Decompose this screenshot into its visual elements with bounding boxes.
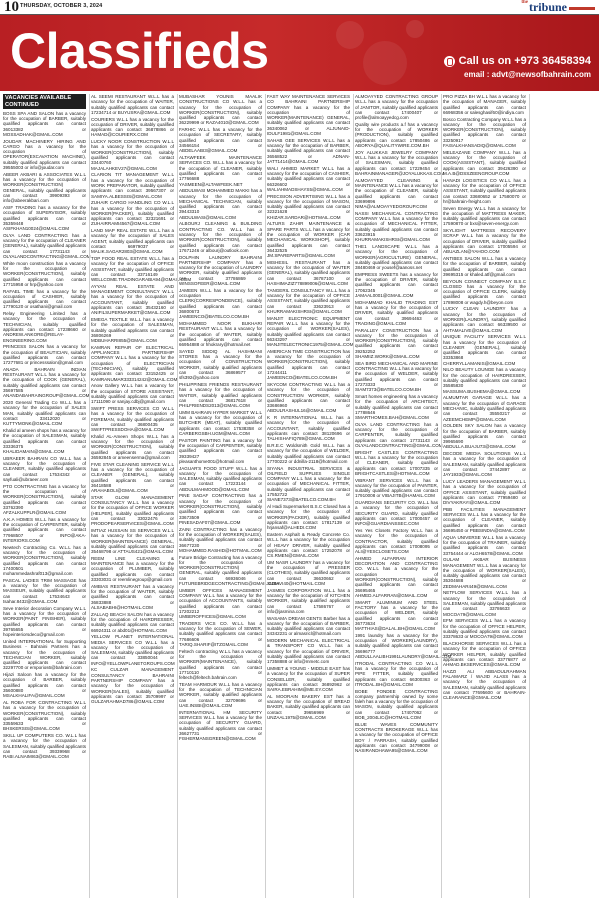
classified-ad: PASTOR PAINTING has a vacancy for the occupation of CARPENTER, suitably qualified applicants can contact 39339427 or pleasanthome001@hotmail.com bbox=[179, 437, 262, 464]
classified-ad: HANADI LOGISTICS CO W.L.L has a vacancy for the occupation of OFFICE ASSISTANT, suitably qualified applicants can contact 33680652 or 17580070 or hr@bahrain-freight.com bbox=[443, 177, 526, 204]
classified-ad: SWIFT PRESS SERVICES CO W.L.L has a vacancy for the occupation of FOREMAN, suitably qualified applicants can contact 36800435 or SWIFTPRESSDOHA@GMAIL.COM bbox=[91, 405, 174, 433]
classified-column bbox=[529, 94, 615, 898]
classified-ad: FAST WAY MAINTENANCE SERVICES CO BAHRAINI PARTNERSHIP COMPANY has a vacancy for the occupation of WORKER(MAINTENANCE) GENERAL, suitably qualified applicants can contact 36340062 or ALJUNAID-IDULF1981@GMAIL.COM bbox=[267, 94, 350, 137]
classified-ad: BRIGHT CASTLES CONTRACTING W.L.L has a vacancy for the occupation of CLEANER, suitably qualified applicants can contact 17007335 or BRIGHTCASTLES@HOTMAIL.COM bbox=[355, 449, 438, 476]
classified-ad: ALMOAYYED CONTRACTING GROUP W.L.L has a vacancy for the occupation of JANITOR, suitably qualified applicants can contact 17400407 or profile@almoayyedcg.com bbox=[355, 94, 438, 121]
classified-ad: PASCAL LADIES TRIM MASSAGE has a vacancy for the occupation of MASSEUR, suitably qualified applicants can contact 17534643 or tsahar.8432@GMAIL.COM bbox=[3, 577, 86, 605]
section-heading: VACANCIES AVAILABLE CONTINUED bbox=[3, 94, 86, 109]
classified-ad: TEAM HARMOUR W.L.L has a vacancy for the occupation of TECHNICIAN WORKER, suitably qualified applicants can contact 32709696 or UAE.INSBI@GMAIL.COM bbox=[179, 681, 262, 709]
contact-block bbox=[444, 55, 591, 79]
classified-ad: AL MOORAIN BAKERY EST has a vacancy for the occupation of BREAD BAKER, suitably qualified applicants can contact 39656969 or UNZAAL1975@GMAIL.COM bbox=[267, 693, 350, 721]
classified-ad: ABDULWASI MOHAMMED MAKKI has a vacancy for the occupation of MECHANICAL TECHNICIAN, suitably qualified applicants can contact 39443310 or ABDULWASI@GMAIL.COM bbox=[179, 188, 262, 220]
classified-ad: PRINCESS SALON has a vacancy for the occupation of BEAUTICIAN, suitably qualified applicants can contact 17277681 or princesssalon@gmail.com bbox=[3, 344, 86, 366]
classified-ad: MODERN MECHANICAL ELECTRICAL & TRANSPORT CO W.L.L has a vacancy for the occupation of DRIVER, suitably qualified applicants can contact 17358888 or info@mmetc.com bbox=[267, 638, 350, 665]
classified-ad: MANJIT ELECTRONIC EQUIPMENT REPAIR W.L.L has a vacancy for the occupation of WORKER(SALES), suitably qualified applicants can contact 66343297 or MANJITELECTRONIC1975@GMAIL.COM bbox=[267, 315, 354, 348]
classified-ad: FIVE STAR CLEANING SERVICE W.L.L has a vacancy for the occupation of CLEANER (GENERAL), suitably qualified applicants can contact 36418588 or ARAHABOLI@GMAIL.COM bbox=[91, 461, 174, 494]
classified-ad: MELEAZANE COMPANY W.L.L has a vacancy for the occupation of COOK(ASSISTANT), suitably qualified applicants can contact 39426390 or M.A.B@DSSZEENGROUP.COM bbox=[443, 149, 526, 176]
classified-ad: BOBE FONDEE CONTRACTING company partnership owned by some faleh has a vacancy for the occupation of MASON, suitably qualified applicants can contact 17407062 or BOB_2004LIC@HOTMAIL.COM bbox=[355, 688, 438, 721]
classified-ad: UNIQUE FACILITY SERVICES W.L.L has a vacancy for the occupation of CLEANER (GENERAL), suitably qualified applicants can contact 33353868 or CHERRYLLAMANIS@GMAIL.COM bbox=[443, 334, 526, 366]
classified-columns bbox=[3, 94, 597, 898]
classified-ad: AMERICAN TIME CONSTRUCTION has a vacancy for the occupation of WORKER(CONSTRUCTION), suitably qualified applicants can contact 17244411 or JAMEENCO@BATELCO.COM.BH bbox=[267, 348, 350, 381]
classified-ad: ZUHAIR CARGO HANDLING CO W.L.L has a vacancy for the occupation of WORKER(PACKER), suitably qualified applicants can contact 32321691 or ZUHAIRRAMI4567@GMAIL.COM bbox=[91, 200, 174, 227]
phone-icon bbox=[444, 56, 455, 67]
classified-ad: SKYLIGHT MATTRESS RECOVERY SCRAP W.L.L has a vacancy for the occupation of DRIVER, suitably qualified applicants can contact 17005594 or ABUAZLAN@YAHOO.COM bbox=[443, 228, 526, 255]
classified-ad: GOLDEN SKY SALON has a vacancy for the occupation of BARBER, suitably qualified applicants can contact 39965690 or ABDULLA.BUAJU73@GMAIL.COM bbox=[443, 423, 526, 450]
classified-ad: ALBOURJ CLEANING & BUILDING CONTRACTING CO. W.L.L has a vacancy for the occupation of WORKER(CONSTRUCTION), suitably qualified applicants can contact 17671246 or albourj@outlook.com bbox=[179, 221, 262, 253]
classified-ad: LAND MAP REAL ESTATE W.L.L has a vacancy for the occupation of SALES AGENT, suitably qualified applicants can contact 66979037 or MALIK.SAGAR2803@GMAIL.COM bbox=[91, 228, 174, 255]
classified-ad: Smart homes engineering has a vacancy for the occupation of ARCHITECT, suitably qualified applicants can contact 17788646 or SMARTHOMES.BAH@GMAIL.COM bbox=[355, 393, 438, 421]
classified-ad: ALTAWFEEK MAINTENANCE SERVICES CO. W.L.L has a vacancy for the occupation of CLEANER, suitably qualified applicants can contact 17766688 or YASMEEN@ALTAWFEEK.NET bbox=[179, 155, 262, 187]
classified-ad: DECODE MEDIA SOLUTIONS W.L.L has a vacancy for the occupation of SALESMAN, suitably qualified applicants can contact 37442897 or JAY1933@GMAIL.COM bbox=[443, 451, 526, 478]
classified-ad: BLACKHORSE SERVICES W.L.L has a vacancy for the occupation of OFFICE WORKER HELPER, suitably qualified applicants can contact 33776877 or AHMAD.BKSERVICES@GMAIL.COM bbox=[443, 640, 526, 668]
classified-ad: NETFLOW SERVICES W.L.L has a vacancy for the occupation of SALESMAN, suitably qualified applicants can contact 33786633 or MOCOA79@GMAIL.COM bbox=[443, 590, 526, 617]
classified-ad: MUBASHAR YOUNIS MAALIK CONSTRUCTIONS CO W.L.L has a vacancy for the occupation of WORKER(CONSTRUCTION), suitably qualified applicants can contact 36229999 or RAZA4010@GMAIL.COM bbox=[179, 94, 262, 126]
classified-ad: A.K.A HOMES W.L.L has a vacancy for the occupation of CARPENTER, suitably qualified applicants can contact 77968507 or INFO@AKA-INTERIORS.COM bbox=[3, 516, 86, 544]
classified-ad: ZAINI CONTRACTING has a vacancy for the occupation of WORKER(SALES), suitably qualified applicants can contact 36677230 or MOHAMMED.RASHID@HOTMAIL.COM bbox=[179, 526, 262, 553]
classified-ad: PBB FACILITIES MANAGEMENT SERVICES W.L.L has a vacancy for the occupation of CLEANER, suitably qualified applicants can contact 36695450 or PBBSINDIA@GMAIL.COM bbox=[443, 506, 526, 534]
classified-ad: ALTURS ZAHIR MAINTENANCE & SPARE PARTS W.L.L has a vacancy for the occupation of WORKER (CAR MECHANICAL WORKSHOP), suitably qualified applicants can contact 36432525 or JM.SPAREPARTS@GMAIL.COM bbox=[267, 221, 350, 259]
classified-ad: K R INTERNATIONAL W.L.L has a vacancy for the occupation of ACCOUNTANT, suitably qualified applicants can contact 38120696 or TALHISHAFIQ789@GMAIL.COM bbox=[267, 415, 350, 442]
classified-ad: TANGERIL CONSULTANCY W.L.L has a vacancy for the occupation of OFFICE ASSISTANT, suitably qualified applicants can contact 33623913 or KHURRAMAKISHRSI@GMAIL.COM bbox=[267, 287, 350, 314]
classified-ad: THE1 LANDSCAPE W.L.L has a vacancy for the occupation of WORKER(AGRICULTURE) GENERAL, suitably qualified applicants can contact 38480469 or yousef@aanoss.net bbox=[355, 243, 438, 271]
classified-ad: REEM LINE CLEANING & MAINTENANCE has a vacancy for the occupation of PLUMBER, suitably qualified applicants can contact 33303031 or reemlinegroup@gmail.com bbox=[91, 555, 174, 583]
classified-ad: AL ROBA FOR CONTRACTING W.L.L has a vacancy for the occupation of WORKER(CONSTRUCTION), suitably qualified applicants can contact 33559633 or BHSKERSIS@GMAIL.COM bbox=[3, 699, 86, 732]
classified-ad: ITRODAL CONTRACTING CO W.L.L has a vacancy for the occupation of PIPE FITTER, suitably qualified applicants can contact 66300363 or ITRODAL.BH@GMAIL.COM bbox=[355, 660, 438, 687]
classified-ad: SEA BIRD MECHANICAL AND MARINE CONTRACTING W.L.L has a vacancy for the occupation of WELDER, suitably qualified applicants can contact 17273333 or SIAM7373@BATELCO.COM.BH bbox=[355, 360, 438, 393]
classified-ad: LUCKY CLEAN LAUNDRY has a vacancy for the occupation of WORKER(LAUNDRY), suitably qualified applicants can contact 66339500 or AHTAMALIVE@GMAIL.COM bbox=[443, 306, 526, 333]
classified-ad: JAMEEN W.L.L has a vacancy for the occupation of CLERK(CORRESPONDENCE), suitably qualified applicants can contact 36800673 or JAMEENCO@BATELCO.COM.BH bbox=[179, 287, 262, 320]
classified-ad: Khalid al ameen shops has a vacancy for the occupation of SALESMAN, suitably qualified applicants can contact 33336375 or KHALIDAMAIN@GMAIL.COM bbox=[3, 427, 86, 455]
classified-ad: EMEGA TEXTILE W.L.L has a vacancy for the occupation of SALESMAN, suitably qualified applicants can contact 36806269 or MDBUHARRI855@GMAIL.COM bbox=[91, 317, 174, 344]
classified-ad: GULAM AKBAR BUSINESS MANAGEMENT W.L.L has a vacancy for the occupation of WORKER(SALES), suitably qualified applicants can contact 35304688 or ZEDMAHAR449@GMAIL.COM bbox=[443, 557, 526, 589]
classified-ad: Hijazi Saloon has a vacancy for the occupation of BARBER, suitably qualified applicants can contact 35600880 or MSALKHALIFA@GMAIL.COM bbox=[3, 672, 86, 699]
classified-column bbox=[441, 94, 527, 898]
page-folio bbox=[0, 0, 599, 15]
classified-ad: CLARION TIT MANAGEMENT W.L.L has a vacancy for the occupation of WORK PREPARATOR, suitably qualified applicants can contact 39567307 or SAMIYA.ALBESSIS@GMAIL.COM bbox=[91, 172, 174, 199]
classified-ad: 2020 General Trading Co W.L.L has a vacancy for the occupation of SALES MAN, suitably qualified applicants can contact 33412020 or KUTTYMONK@GMAIL.COM bbox=[3, 400, 86, 427]
classified-ad: SIYANA INDUSTRIAL SERVICES & OILFIELD SUPPLIES SINGLE COMPANY W.L.L has a vacancy for the occupation of MECHANICAL FITTER, suitably qualified applicants can contact 17552722 or SIANE7373@BATELCO.COM.BH bbox=[267, 465, 350, 503]
classified-ad: Eastern Asphalt & Ready Concrete Co. W.L.L has a vacancy for the occupation of HEAVY DRIVER, suitably qualified applicants can contact 17252078 or CS.RMEN@GMAIL.COM bbox=[267, 531, 350, 559]
classified-ad: BOSS SPA AND SALON has a vacancy for the occupation of BARBER, suitably qualified applicants can contact 36013382 or MOSSADHAK@GMAIL.COM bbox=[3, 110, 86, 137]
classified-ad: MOHAMMAD KHALID TRADING EST has a vacancy for the occupation of DRIVER, suitably qualified applicants can contact 39694463 or TRADING@GMAIL.COM bbox=[355, 299, 438, 326]
classified-ad: YELLOW PLANET INTERNATIONAL MEDIA SERVICES CO W.L.L has a vacancy for the occupation of SALESMAN, suitably qualified applicants can contact 33850044 or INFO@YELLOWPLANETGROUPS.COM bbox=[91, 634, 175, 666]
classified-ad: EFM SERVICES W.L.L has a vacancy for the occupation of OFFICE HELPER, suitably qualified applicants can contact 33378633 or MOCOA79@GMAIL.COM bbox=[443, 618, 526, 640]
contact-email: email : advt@newsofbahrain.com bbox=[464, 70, 591, 79]
classified-ad: PTO CONTRACTING has a vacancy for the occupation of WORKER(CONSTRUCTION), suitably qualified applicants can contact 33762390 or AFZALKUPPLR@GMAIL.COM bbox=[3, 483, 86, 516]
classified-ad: AL SEEMI RESTAURANT W.L.L has a vacancy for the occupation of WAITER, suitably qualified applicants can contact 17234714 or BUYUSRA@GMAIL.COM bbox=[91, 94, 174, 115]
classified-ad: ALMUMTAR GARAGE W.L.L has a vacancy for the occupation of GARAGE MECHANIC, suitably qualified applicants can contact 35550217 or AZEEMCHEMP@GMAIL.COM bbox=[443, 395, 526, 422]
classified-ad: Seven Energy W.L.L has a vacancy for the occupation of MATTRESS MAKER, suitably qualified applicants can contact 17590870 or bxs@seven-energy.com bbox=[443, 205, 526, 227]
issue-date: THURSDAY, OCTOBER 3, 2024 bbox=[20, 3, 103, 9]
classified-ad: ASIF TRADING has a vacancy for the occupation of SUPERVISOR, suitably qualified applicants can contact 35359448 or ASIFKHAN10024@GMAIL.COM bbox=[3, 204, 86, 232]
classified-ad: UMBER OFFICES MANAGEMENT COMPANY W.L.L has a vacancy for the occupation of ACCOUNTANTS, suitably qualified applicants can contact 17202212 or UMBEROFFICES@GMAIL.COM bbox=[179, 587, 262, 620]
decorative-bubbles bbox=[330, 15, 430, 91]
classified-ad: UBRAEER BAHRAIN CO W.L.L has a vacancy for the occupation of CLEANER, suitably qualified applicants can contact 17534342 or sayfuali@ubraeer.com bbox=[3, 455, 86, 482]
classified-ad: OLYA LAND CONTRACTING has a vacancy for the occupation of CLEANER (GENERAL), suitably qualified applicants can contact 17731143 or OLYALANDCONTRACTING@GMAIL.COM bbox=[3, 232, 91, 259]
masthead-rule bbox=[569, 7, 595, 10]
classified-ad: TOP FOOD REAL ESTATE W.L.L has a vacancy for the occupation of OFFICE ASSISTANT, suitably qualified applicants can contact 33716149 or WELLCOME.TRADINGARABIA94@GMAIL.COM bbox=[91, 255, 192, 283]
classified-ad: ZALLAQ BEACH SALON has a vacancy for the occupation of HAIRDRESSER, suitably qualified applicants can contact 66924311 or abd01@HOTMAIL.COM bbox=[91, 611, 174, 633]
classified-ad: RAFAEL TIME has a vacancy for the occupation of CASHIER, suitably qualified applicants can contact 17790120 or osathani@gmail.com bbox=[3, 288, 86, 310]
classified-ad: Feltech contracting W.L.L has a vacancy for the occupation of WORKER(MAINTENANCE), suitably qualified applicants can contact 17710110 or feltech@feltech.bahrain.com bbox=[179, 648, 262, 681]
masthead-logo bbox=[521, 0, 595, 15]
classified-ad: ANADA BAHRAIN INDIAN RESTAURANT W.L.L has a vacancy for the occupation of COOK (GENERAL), suitably qualified applicants can contact 35697585 or ANANDABAHRAINGROUP@GMAIL.COM bbox=[3, 366, 90, 399]
classified-ad: Al Hadi Supermarket B.S.C Closed has a vacancy for the occupation of WORKER(PACKER), suitably qualified applicants can contact 17817139 or hrjansaf@ALHEDI.COM bbox=[267, 504, 350, 531]
classified-ad: EMPRESS SWEETS has a vacancy for the occupation of DRIVER, suitably qualified applicants can contact 17062345 or JAMAAL0001@GMAIL.COM bbox=[355, 271, 438, 299]
classified-ad: FARHIC W.L.L has a vacancy for the occupation of SECRETARY, suitably qualified applicants can contact 34566154 or ABDELAABI3@GMAIL.COM bbox=[179, 127, 262, 154]
classified-ad: GUARDIANS SECURITY CO. W.L.L has a vacancy for the occupation of SECURITY GUARD, suitably qualified applicants can contact 17000457 or INFO@GUARDIANSSEC.COM bbox=[355, 500, 438, 527]
classified-column bbox=[89, 94, 192, 898]
classified-column bbox=[177, 94, 279, 898]
classified-column bbox=[353, 94, 452, 898]
classified-ad: Newtech Contracting Co. W.L.L has a vacancy for the occupation of WORKER(CONSTRUCTION), suitably qualified applicants can contact 17400501 or mohammedashraf013@gmail.com bbox=[3, 544, 86, 577]
classified-ad: NASSI MECHANICAL CONTRACTING COMPANY W.L.L has a vacancy for the occupation of MECHANICAL FITTER, suitably qualified applicants can contact 33623915 or KHURRAMAKISHRSI@GMAIL.COM bbox=[355, 210, 438, 243]
classified-ad: SMART ALUMINIUM AND STEEL FACTORY has a vacancy for the occupation of WELDER, suitably qualified applicants can contact 36773634 or MATTHIAS@DALAL.BH@GMAIL.COM bbox=[355, 599, 438, 632]
classified-ad: SAHAB GEE SERVICES W.L.L has a vacancy for the occupation of BARBER, suitably qualified applicants can contact 36568522 or ADNAN-JATT1414@GMAIL.COM bbox=[267, 137, 350, 164]
classified-ad: White moon construction has a vacancy for the occupation of WORKER(CONSTRUCTION), suitably qualified applicants can contact 17715958 or hrp@yahoo.com bbox=[3, 260, 86, 287]
classified-ad: Relay Engineering Limited has a vacancy for the occupation of TECHNICIAN, suitably qualified applicants can contact 17238660 or ANDREW.ANKORE@RELAY-ENGINEERING.COM bbox=[3, 311, 86, 343]
classified-ad: AQUA UNIVERSE W.L.L has a vacancy for the occupation of TRAINER, suitably qualified applicants can contact 33754444 or ALGH6578@GMAIL.COM bbox=[443, 534, 526, 556]
classified-ad: ALMOAYYED CLEANING & MAINTENANCE W.L.L has a vacancy for the occupation of CLEANER, suitably qualified applicants can contact 33699896 or NIMA@ALMOAYYEDGROUP.COM bbox=[355, 177, 438, 210]
classified-ad: Yes Yes Closets Factory W.L.L has a vacancy for the occupation of CONTRACTOR, suitably qualified applicants can contact 17008095 or ALI@YESCLOSETS.COM bbox=[355, 528, 438, 555]
classified-ad: AMBIAS RESTAURANT has a vacancy for the occupation of WAITER, suitably qualified applicants can contact 36833888 or ALSABABHI@HOTMAIL.COM bbox=[91, 583, 174, 610]
classified-ad: ABEER AKBARI & ASSOCIATES W.L.L has a vacancy for the occupation of WORKER(CONSTRUCTION) GENERAL, suitably qualified applicants can contact 39909393 or info@abeerakbari.com bbox=[3, 171, 86, 204]
classified-ad: LUCKY NOOR CONSTRUCTION W.L.L has a vacancy for the occupation of WORKER(CONSTRUCTION), suitably qualified applicants can contact 33440760 or MAJALAHKEV27@GMAIL.COM bbox=[91, 139, 174, 171]
classified-ad: B.R.E.C Woldsmith Gold W.L.L has a vacancy for the occupation of WELDER, suitably qualified applicants can contact 17700222 or ddnilla-2118@hotmail.com bbox=[267, 443, 350, 464]
classified-ad: PRECISION ADVERTISING W.L.L has a vacancy for the occupation of MASON, suitably qualified applicants can contact 32321628 or KHIZAR.SARDAR@HOTMAIL.COM bbox=[267, 193, 350, 220]
classified-ad: AHMED ALFARRAN INTERIOR DECORATION AND CONTRACTING CO. W.L.L has a vacancy for the occupation of WORKER(CONSTRUCTION), suitably qualified applicants can contact 36695465 or AHMED.ALFARRAN@GMAIL.COM bbox=[355, 555, 438, 598]
classified-ad: VIBRANT SERVICES W.L.L has a vacancy for the occupation of PAINTER, suitably qualified applicants can contact 17910008 or VIBAJITB@HAMAIL.COM bbox=[355, 477, 438, 499]
classified-ad: LUCY LEADERS MANAGEMENT W.L.L has a vacancy for the occupation of OFFICE ASSISTANT, suitably qualified applicants can contact 77959480 or DIVYAKRAYI@GMAIL.COM bbox=[443, 478, 526, 506]
classified-ad: DOLPHIN LAUNDRY BAHRAINI PARTNERSHIP COMPANY has a vacancy for the occupation of LAUNDRY WORKER, suitably qualified applicants can contact 37786869 or WINSSOFEER@GMAIL.COM bbox=[179, 254, 262, 287]
classified-column bbox=[3, 94, 91, 898]
classified-ad: HAZZI ALI ABBADULRAHMAN FALAMARZ / WAJID ALASS has a vacancy for the occupation of SALESMAN, suitably qualified applicants can contact 77695600 or BAHRAIN-CLEARANCE@GMAIL.COM bbox=[443, 668, 526, 701]
classified-ad: JOUDAR MACHINERY HIRING AND CARGO has a vacancy for the occupation of OPERATOR(EXCAVATION MACHINE), suitably qualified applicants can contact 39555003 or info@joudar.com bbox=[3, 138, 86, 171]
classified-ad: Bosco Contracting Company W.L.L has a vacancy for the occupation of WORKER(CONSTRUCTION), suitably qualified applicants can contact 33250917 or FAISALKHANSADIQ@GMAIL.COM bbox=[443, 116, 526, 149]
classified-ad: IMTIAZ HUSSAIN SS SERVICES W.L.L has a vacancy for the occupation of WORKER(MAINTENANCE) GENERAL, suitably qualified applicants can contact 35468798 or ATTAUS421@GMAIL.COM bbox=[91, 528, 174, 555]
classified-ad: PHILIPPINES FRIENDS RESTAURANT has a vacancy for the occupation of WAITER, suitably qualified applicants can contact 36817618 or PHILFRIENDS2013@GMAIL.COM bbox=[179, 381, 262, 409]
classified-ad: WALI AHMED MARKET W.L.L has a vacancy for the occupation of CASHIER, suitably qualified applicants can contact 66326602 or WALIAHMADSHAYS5@GMAIL.COM bbox=[267, 165, 350, 192]
classified-ad: MOHAMMED NOOR BUKHARI RESTAURANT W.L.L has a vacancy for the occupation of WAITER, suitably qualified applicants can contact 66954888 or hhokrary@hotmail.net bbox=[179, 320, 262, 348]
classified-ad: OLYA LAND CONTRACTING has a vacancy for the occupation of CARPENTER, suitably qualified applicants can contact 17731143 or OLYALANDCONTRACTING@GMAIL.COM bbox=[355, 421, 443, 448]
classified-ad: PINE SADAF CONTRACTING has a vacancy for the occupation of WORKER(CONSTRUCTION), suitably qualified applicants can contact 33673509 or PINESADAF07@GMAIL.COM bbox=[179, 493, 262, 525]
classified-ad: JOY ALUKKAS JEWELRY COMPANY W.L.L has a vacancy for the occupation of SALESMAN, suitably qualified applicants can contact 17229454 or BAHRAINMANAGER@JOYALUKKAS.COM bbox=[355, 149, 445, 176]
classified-ad: ANTIBES SALON W.L.L has a vacancy for the occupation of BARBER, suitably qualified applicants can contact 39695315 or khaled.atf@gmail.com bbox=[443, 255, 526, 277]
masthead-name: tribune bbox=[528, 0, 567, 14]
classified-ad: PRO PIZZA BH W.L.L has a vacancy for the occupation of MANAGER, suitably qualified applicants can contact 66968356 or salesghasif60@indiya.com bbox=[443, 94, 526, 115]
classified-ad: STAR GLOW MANAGEMENT CONSULTANCY W.L.L has a vacancy for the occupation of OFFICE WORKER (HELPER), suitably qualified applicants can contact 33022476 or PRODOPEARSERVICES@GMAIL.COM bbox=[91, 494, 174, 527]
classified-ad: SKYCOM CONTRACTING W.L.L has a vacancy for the occupation of CONSTRUCTION WORKER, suitably qualified applicants can contact 33686960 or ABDULRASHUL16@GMAIL.COM bbox=[267, 381, 350, 414]
contact-phone bbox=[444, 55, 591, 67]
classified-ad: United INTERNATIONAL for Supporting Business - Bahraini Partners has a vacancy for the occupation of TECHNICIAN WORKER, suitably qualified applicants can contact 32297700 or emporios6@bahraini.com bbox=[3, 638, 86, 671]
classified-ad: AYYAN REAL ESTATE AND MANAGEMENT CONSULTANCY W.L.L has a vacancy for the occupation of ACCOUNTANT, suitably qualified applicants can contact 35432160 or ANIFILSUPERMARKET@GMAIL.COM bbox=[91, 283, 174, 316]
classified-ad: UM NASR LAUNDRY has a vacancy for the occupation of PRESSER (CLOTHES), suitably qualified applicants can contact 36630662 or SUBAVI40@HOTMAIL.COM bbox=[267, 559, 350, 586]
classified-ad: KAMRAN REPAIR OF ELECTRICAL APPLIANCES PARTNERSHIP COMPANY W.L.L has a vacancy for the occupation of ELECTRICIAN (TECHNICIAN), suitably qualified applicants can contact 33152425 or KAMRANUMAR333314242@GMAIL.COM bbox=[91, 344, 178, 382]
classified-ad: BEYOUN CONNECT COMPANY B.S.C CLOSED has a vacancy for the occupation of OFFICE CLERK, suitably qualified applicants can contact 17898008 or wagdy.h@beyon.com bbox=[443, 278, 526, 305]
classified-ad: Future Bridge Contracting has a vacancy for the occupation of WORKER(CONSTRUCTION) GENERAL, suitably qualified applicants can contact 66936046 or FUTUREBRIDGECONTRACTING@GMAIL.COM bbox=[179, 554, 279, 586]
classified-ad: SKILL UP COMPUTERS CO. W.L.L has a vacancy for the occupation of SALESMAN, suitably qualified applicants can contact 39339968 or RABI.ALNAIMI63@GMAIL.COM bbox=[3, 733, 86, 760]
classified-ad: COURIERS W.L.L has a vacancy for the occupation of DRIVER, suitably qualified applicants can contact 36878866 or HAMAD@COURIERX.COM bbox=[91, 116, 174, 138]
page-number: 10 bbox=[4, 0, 19, 15]
masthead-prefix: the bbox=[521, 0, 528, 5]
classified-ad: Quality wire products a.f has a vacancy for the occupation of WORKER (PRODUCTION), suitably qualified applicants can contact 17850486 or ABORYA@QUALITYWIRE.COM.BH bbox=[355, 121, 438, 149]
classified-ad: Khalid AL-Ameen Shops W.L.L has a vacancy for the occupation of WORKER(CONSTRUCTION), suitably qualified applicants can contact 36592845 or ameenserma@gmail.com bbox=[91, 433, 174, 460]
classified-ad: MISHESIL RESTAURANT has a vacancy for the occupation of WAITER (GENERAL), suitably qualified applicants can contact 36787100 or HASHIMAZIZ778899006@GMAIL.COM bbox=[267, 259, 350, 287]
classified-ad: Anow Gallery W.L.L has a vacancy for the occupation of STORE ASSISTANT, suitably qualified applicants can contact 17111090 or sanjay.cdbj@gmail.com bbox=[91, 383, 174, 405]
classifieds-banner bbox=[0, 15, 599, 91]
section-title: Classifieds bbox=[10, 23, 269, 79]
classified-column bbox=[265, 94, 354, 898]
phone-text: Call us on +973 36458394 bbox=[458, 55, 591, 67]
classified-ad: Seve Interior decoration Company W.L.L has a vacancy for the occupation of WORKER(PAINT FINISHER), suitably qualified applicants can contact 39765655 or hopeinteriorsdeco@gmail.com bbox=[3, 605, 86, 638]
classified-ad: JASMES CORPORATION W.L.L has a vacancy for the occupation of KITCHEN WORKER, suitably qualified applicants can contact 17586767 or info@jasmina.com bbox=[267, 587, 350, 614]
classified-ad: INTERNATIONAL HM SECURITY SERVICES W.L.L has a vacancy for the occupation of SECURITY GUARD, suitably qualified applicants can contact 36627731 or FISHERMANSGREEN@GMAIL.COM bbox=[179, 709, 262, 742]
classified-ad: WASAMA DREAM GENTS Barber has a vacancy for the occupation of BARBER, suitably qualified applicants can contact 34342231 or almasricl@hotmail.com bbox=[267, 615, 350, 637]
classified-ad: SAYED SIDDIQ AL HASHMANI STORES has a vacancy for the occupation of CONSTRUCTION WORKER, suitably qualified applicants can contact 36869577 or sfs392@yahoo.com bbox=[179, 348, 262, 381]
classified-ad: UMMET & YOUNG - MIDDLE EAST has a vacancy for the occupation of SUPER CONSELLER, suitably qualified applicants can contact 36892962 or SAIRA.EBRAHIM@ME.EY.COM bbox=[267, 666, 350, 693]
classified-ad: JAGUAR'S FOOD STUFF W.L.L has a vacancy for the occupation of SALESMAN, suitably qualified applicants can contact 17223144 or ABDULMAHMOOD@GMAIL.COM bbox=[179, 465, 262, 492]
classified-ad: TRADERS VICS CO. W.L.L has a vacancy for the occupation of SEWER, suitably qualified applicants can contact 77686606 or TARIQ.SHARIF@ITZGMAIL.COM bbox=[179, 620, 262, 648]
classified-ad: 1991 laundry has a vacancy for the occupation of WORKER(LAUNDRY), suitably qualified applicants can contact 36696777 or ABDULLAALIBH1991LAUNDRY@GMAIL.COM bbox=[355, 632, 452, 660]
classified-ad: KC CULZAR MANAGEMENT CONSULTANCY BAHRAINI PARTNERSHIP COMPANY has a vacancy for the occupation of WORKER(SALES), suitably qualified applicants can contact 35709997 or GULZARAHMAD786@GMAIL.COM bbox=[91, 667, 174, 705]
classified-ad: BLUE WAVES COMMUNITY CONTRACTS BROKERAGE W.L.L has a vacancy for the occupation of OFFICE BOY / FARRASH, suitably qualified applicants can contact 34799008 or NASIRANDHAWA95@GMAIL.COM bbox=[355, 721, 438, 754]
classified-ad: PARALLEY CONSTRUCTION has a vacancy for the occupation of WORKER(CONSTRUCTION), suitably qualified applicants can contact 39252252 or SHAMIIZ.WORK@GMAIL.COM bbox=[355, 327, 438, 360]
classified-ad: UMM BAHRAIN HYPER MARKET W.L.L has a vacancy for the occupation of BUTCHER (MEAT), suitably qualified applicants can contact 17538358 or CARBERGSBH.UGM@MAIL.COM bbox=[179, 409, 262, 437]
classified-ad: NILO BEAUTY LOUNGE has a vacancy for the occupation of HAIRDRESSER, suitably qualified applicants can contact 35585830 or MASSUMA.BUSHEMA@GMAIL.COM bbox=[443, 367, 526, 394]
